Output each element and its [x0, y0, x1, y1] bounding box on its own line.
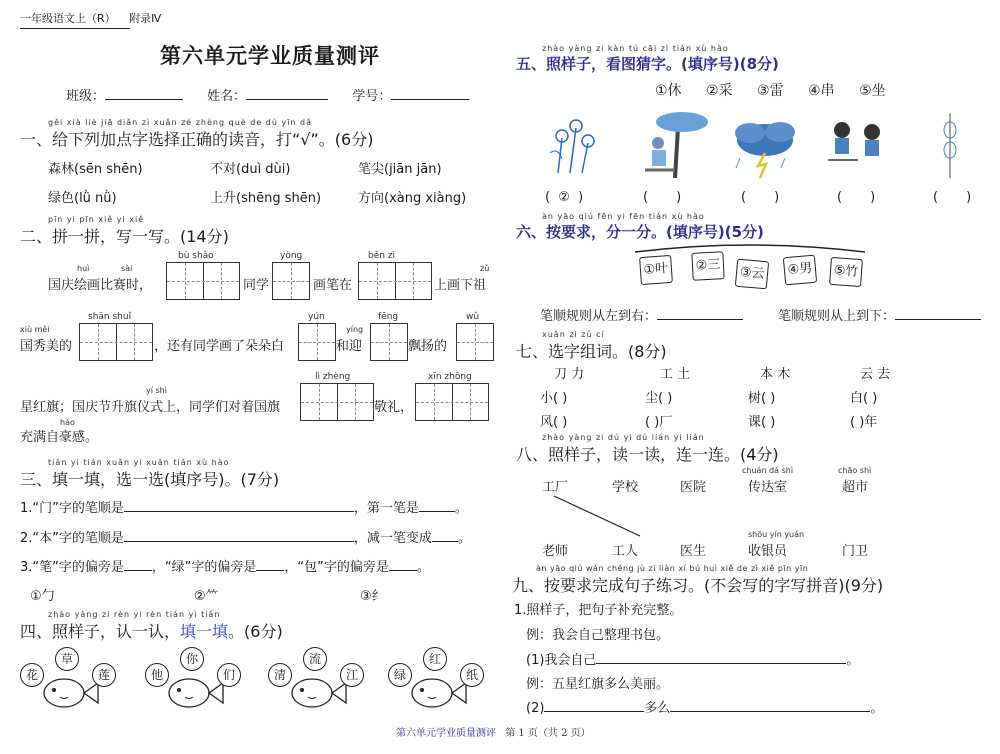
footer-text: 第六单元学业质量测评 [396, 728, 496, 739]
q3-l1-text-a: 1.“门”字的笔顺是 [20, 501, 124, 516]
q9-example-2: 例：五星红旗多么美丽。 [526, 677, 670, 692]
fish-group-1 [20, 645, 125, 715]
writing-grid-yun[interactable] [298, 323, 336, 361]
tree-rest-picture [645, 112, 708, 178]
q2-py-sai: sài [121, 264, 133, 273]
writing-grid-shanshui[interactable] [79, 323, 153, 361]
fish-char: 流 [303, 647, 327, 671]
q9-fill-2-blank-a[interactable] [544, 711, 644, 712]
q8-top-word[interactable]: 医院 [680, 480, 707, 495]
q3-option-3: ③纟 [360, 589, 385, 604]
writing-grid-yong[interactable] [272, 262, 310, 300]
q2-py-hui: huì [77, 264, 90, 273]
fish-char: 清 [268, 663, 292, 687]
q5-answer-value: ② [558, 190, 570, 205]
q9-fill-2-label: (2) [526, 701, 545, 716]
q5-title: 五、照样子，看图猜字。(填序号)(8分) [516, 55, 779, 73]
q9-fill-1-blank[interactable] [596, 663, 846, 664]
q2-py-bushao: bù shǎo [178, 251, 214, 261]
q5-option: ④串 [808, 83, 835, 99]
q5-pictures [540, 108, 1000, 183]
q3-blank-4[interactable] [432, 541, 458, 542]
name-field[interactable] [246, 99, 328, 100]
q5-options [655, 80, 886, 100]
skewer-picture [944, 113, 956, 178]
q2-text-1a: 国庆绘画比赛时， [48, 278, 153, 293]
q5-answer-3[interactable]: ( ) [741, 190, 780, 205]
writing-grid-benzi[interactable] [358, 262, 432, 300]
q9-fill-1-label: (1)我会自己 [526, 653, 597, 668]
book-label: 一年级语文上（R） [20, 12, 116, 25]
q1-item-4: 绿色(lǜ nǜ) [48, 191, 117, 206]
q7-word[interactable]: 风( ) [540, 415, 568, 430]
q7-pinyin: xuǎn zì zǔ cí [542, 330, 605, 339]
header-rule [20, 28, 130, 29]
q1-title: 一、给下列加点字选择正确的读音，打“√”。(6分) [20, 130, 374, 149]
q3-blank-5[interactable] [124, 570, 152, 571]
two-people-picture [828, 122, 880, 160]
flowers-picture [550, 120, 594, 173]
q7-word[interactable]: ( )年 [850, 415, 878, 430]
fish-char: 花 [20, 663, 44, 687]
fish-char: 红 [423, 647, 447, 671]
storm-cloud-picture [735, 122, 795, 178]
q5-answer-2[interactable]: ( ) [643, 190, 682, 205]
footer [396, 724, 591, 739]
q2-py-wu: wǔ [466, 312, 480, 322]
q2-py-shanshui: shān shuǐ [88, 312, 132, 322]
q5-option: ①休 [655, 83, 682, 99]
q6-tag: ②三 [691, 251, 724, 281]
q3-line-3 [20, 556, 430, 575]
q7-word[interactable]: 树( ) [748, 391, 776, 406]
q3-blank-7[interactable] [389, 570, 417, 571]
q7-word[interactable]: 课( ) [748, 415, 776, 430]
q9-fill-1 [526, 649, 859, 668]
q1-pinyin: gěi xià liè jiā diǎn zì xuǎn zé zhèng què de dú yīn dǎ [48, 118, 313, 127]
q8-bottom-word[interactable]: 收银员 [748, 544, 788, 559]
q4-title-b: 填一填 [180, 622, 229, 641]
fish-char: 们 [217, 663, 241, 687]
q1-item-3: 笔尖(jiān jān) [358, 162, 442, 177]
fish-char: 纸 [460, 663, 484, 687]
book-header [20, 10, 161, 26]
q8-pinyin: zhào yàng zi dú yi dú lián yi lián [542, 433, 705, 442]
q3-l3-text-b: ，“绿”字的偏旁是 [151, 560, 257, 575]
student-info [66, 85, 469, 104]
writing-grid-feng[interactable] [370, 323, 408, 361]
q3-l1-end: 。 [454, 501, 468, 516]
q2-text-1c: 画笔在 [313, 278, 353, 293]
fish-char: 草 [55, 647, 79, 671]
fish-group-3 [268, 645, 373, 715]
q4-pinyin: zhào yàng zi rèn yi rèn tián yì tián [48, 610, 221, 619]
page-title: 第六单元学业质量测评 [160, 44, 380, 68]
fish-group-2 [145, 645, 250, 715]
q9-fill-1-end: 。 [846, 653, 860, 668]
q1-item-5: 上升(shēng shēn) [210, 191, 322, 206]
q3-l1-text-b: ，第一笔是 [353, 501, 419, 516]
q6-pinyin: àn yāo qiú fēn yi fēn tián xù hào [542, 212, 705, 221]
fish-group-4 [388, 645, 493, 715]
q5-option: ⑤坐 [859, 83, 886, 99]
q3-line-1 [20, 497, 468, 516]
fish-char: 你 [180, 647, 204, 671]
q2-text-2d: 飘扬的 [408, 339, 448, 354]
q8-bottom-word[interactable]: 医生 [680, 544, 707, 559]
q3-option-1: ①勹 [30, 589, 55, 604]
q8-example-line [540, 490, 660, 540]
q8-top-word[interactable]: 超市 [842, 480, 869, 495]
q2-text-3a: 星红旗；国庆节升旗仪式上，同学们对着国旗 [20, 400, 281, 415]
q9-sub-1: 1.照样子，把句子补充完整。 [514, 603, 683, 618]
q9-fill-2 [526, 697, 883, 716]
q7-pair: 刀 力 [554, 367, 585, 382]
q3-blank-1[interactable] [124, 511, 354, 512]
q9-example-1: 例：我会自己整理书包。 [526, 628, 670, 643]
q3-line-2 [20, 527, 471, 546]
q6-rule-1 [540, 305, 743, 324]
q2-text-1d: 上画下祖 [434, 278, 487, 293]
q8-py-chaoshi: chāo shì [838, 466, 872, 475]
q7-pair: 本 木 [760, 367, 791, 382]
q2-text-1b: 同学 [243, 278, 270, 293]
q3-blank-2[interactable] [419, 511, 455, 512]
q8-top-word[interactable]: 学校 [612, 480, 639, 495]
q2-py-lizheng: lì zhèng [315, 372, 351, 382]
q2-text-2a: 国秀美的 [20, 339, 73, 354]
q6-rule-1-blank[interactable] [657, 319, 743, 320]
writing-grid-wu[interactable] [456, 323, 494, 361]
q1-item-2: 不对(duì dùi) [210, 162, 291, 177]
id-field[interactable] [391, 99, 469, 100]
q2-py-hao: háo [60, 418, 75, 427]
q7-title: 七、选字组词。(8分) [516, 342, 667, 361]
q6-tag: ③云 [735, 259, 769, 290]
fish-char: 江 [340, 663, 364, 687]
fish-char: 绿 [388, 663, 412, 687]
q2-py-feng: fēng [378, 312, 399, 322]
q2-py-yun: yún [308, 312, 325, 322]
q7-pair: 工 土 [660, 367, 691, 382]
q6-rule-2 [778, 305, 981, 324]
q4-title-a: 四、照样子，认一认， [20, 622, 181, 641]
q8-py-shouyinyuan: shōu yín yuán [748, 530, 805, 539]
footer-page: 第 1 页（共 2 页） [505, 728, 591, 739]
fish-char: 他 [145, 663, 169, 687]
q2-py-ying: yíng [346, 325, 364, 334]
q2-text-3b: 敬礼， [374, 400, 414, 415]
name-label: 姓名： [207, 89, 247, 104]
q9-fill-2-blank-b[interactable] [670, 711, 870, 712]
q6-tag: ⑤竹 [829, 257, 863, 287]
q9-fill-2-mid: 多么 [644, 701, 671, 716]
q6-rule-2-blank[interactable] [895, 319, 981, 320]
q2-py-zu: zǔ [480, 264, 490, 273]
q6-rule-1-label: 笔顺规则从左到右： [540, 309, 658, 324]
q2-text-2b: ，还有同学画了朵朵白 [154, 339, 285, 354]
q4-title [20, 619, 283, 642]
q2-py-yishi: yí shì [146, 386, 167, 395]
id-label: 学号： [352, 89, 392, 104]
class-field[interactable] [105, 99, 183, 100]
q9-pinyin: àn yāo qiú wán chéng jù zi liàn xí bú huì xiě de zì xiě pīn yīn [536, 564, 809, 573]
q6-rule-2-label: 笔顺规则从上到下： [778, 309, 896, 324]
q7-word[interactable]: 白( ) [850, 391, 878, 406]
q3-title: 三、填一填，选一选(填序号)。(7分) [20, 470, 280, 489]
q2-pinyin: pīn yi pīn xiě yi xiě [48, 215, 145, 224]
q1-item-6: 方向(xàng xiàng) [358, 191, 467, 206]
q2-py-xiumei: xiù měi [20, 325, 50, 334]
q3-pinyin: tián yi tián xuǎn yi xuǎn tián xù hào [48, 458, 230, 467]
q3-l3-end: 。 [416, 560, 430, 575]
q3-l2-end: 。 [457, 531, 471, 546]
q5-option: ②采 [706, 83, 733, 99]
q8-bottom-word[interactable]: 老师 [542, 544, 569, 559]
q7-pair: 云 去 [860, 367, 891, 382]
writing-grid-lizheng[interactable] [300, 383, 374, 421]
q1-item-1: 森林(sēn shēn) [48, 162, 143, 177]
q2-title: 二、拼一拼，写一写。(14分) [20, 227, 229, 246]
q3-l3-text-c: ，“包”字的偏旁是 [284, 560, 389, 575]
q4-title-c: 。(6分) [228, 622, 283, 641]
q5-pinyin: zhào yàng zi kàn tú cāi zì tián xù hào [542, 44, 729, 53]
q7-word[interactable]: ( )厂 [645, 415, 673, 430]
q3-l3-text-a: 3.“笔”字的偏旁是 [20, 560, 124, 575]
q3-l2-text-b: ，减一笔变成 [353, 531, 432, 546]
q8-top-word[interactable]: 工厂 [542, 480, 569, 495]
appendix-label: 附录Ⅳ [129, 12, 162, 25]
q5-option: ③雷 [757, 83, 784, 99]
writing-grid-xinzhong[interactable] [415, 383, 489, 421]
q2-text-4: 充满自豪感。 [20, 430, 99, 445]
q5-answer-1[interactable]: ( ② ) [545, 190, 584, 205]
fish-char: 莲 [92, 663, 116, 687]
q8-bottom-word[interactable]: 工人 [612, 544, 639, 559]
q8-py-chuandashi: chuán dá shì [742, 466, 794, 475]
q2-py-yong: yòng [280, 251, 303, 261]
q3-blank-3[interactable] [124, 541, 354, 542]
q2-py-benzi: běn zi [368, 251, 396, 261]
q5-answer-4[interactable]: ( ) [837, 190, 876, 205]
q7-word[interactable]: 尘( ) [645, 391, 673, 406]
q9-title: 九、按要求完成句子练习。(不会写的字写拼音)(9分) [512, 576, 884, 595]
q9-fill-2-end: 。 [870, 701, 884, 716]
q8-bottom-word[interactable]: 门卫 [842, 544, 869, 559]
q3-option-2: ②⺮ [194, 589, 219, 604]
q7-word[interactable]: 小( ) [540, 391, 568, 406]
writing-grid-bushao[interactable] [166, 262, 240, 300]
q6-tag: ④男 [783, 255, 817, 286]
q3-l2-text-a: 2.“本”字的笔顺是 [20, 531, 124, 546]
q2-text-2c: 和迎 [336, 339, 363, 354]
q3-blank-6[interactable] [256, 570, 284, 571]
q6-title: 六、按要求，分一分。(填序号)(5分) [516, 223, 764, 241]
q8-top-word[interactable]: 传达室 [748, 480, 788, 495]
q6-tag: ①叶 [639, 255, 673, 285]
q5-answer-5[interactable]: ( ) [933, 190, 972, 205]
q2-py-xinzhong: xīn zhōng [428, 372, 472, 382]
class-label: 班级： [66, 89, 106, 104]
q8-title: 八、照样子，读一读，连一连。(4分) [516, 445, 779, 464]
